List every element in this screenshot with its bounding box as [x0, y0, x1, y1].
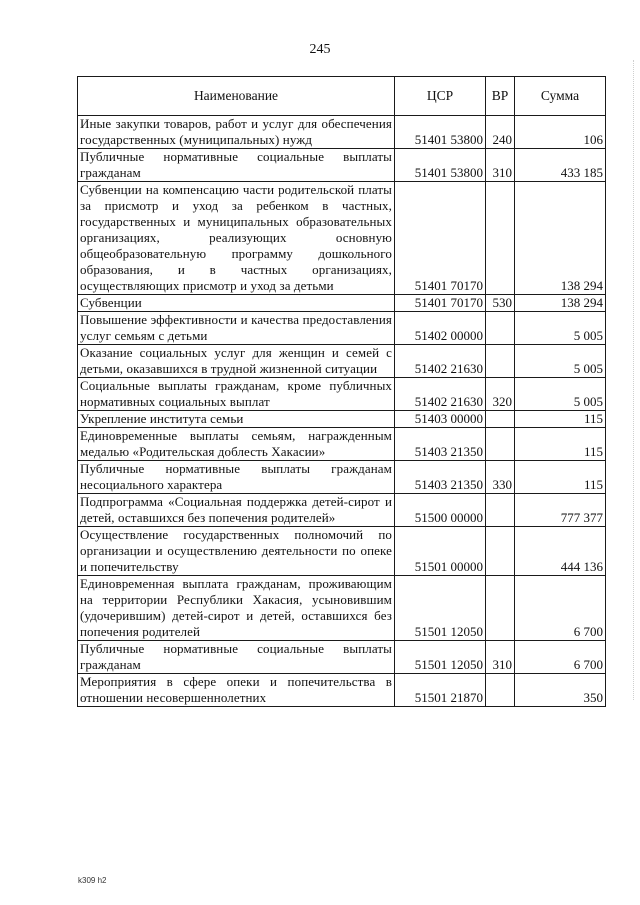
row-name: Иные закупки товаров, работ и услуг для обеспечения государственных (муниципальных) нужд: [78, 116, 395, 149]
table-row: [78, 312, 606, 345]
row-name: Укрепление института семьи: [78, 411, 395, 428]
row-name: Мероприятия в сфере опеки и попечительства в отношении несовершеннолетних: [78, 674, 395, 707]
row-sum: 138 294: [515, 182, 606, 295]
row-sum: 115: [515, 428, 606, 461]
table-row: [78, 527, 606, 576]
table-row: [78, 149, 606, 182]
row-vr: [486, 312, 515, 345]
row-name: Субвенции: [78, 295, 395, 312]
row-csr: 51500 00000: [395, 494, 486, 527]
row-csr: 51401 70170: [395, 295, 486, 312]
row-name: Оказание социальных услуг для женщин и семей с детьми, оказавшихся в трудной жизненной ситуации: [78, 345, 395, 378]
row-vr: [486, 674, 515, 707]
row-name: Публичные нормативные социальные выплаты гражданам: [78, 641, 395, 674]
row-name: Публичные нормативные социальные выплаты гражданам: [78, 149, 395, 182]
row-vr: [486, 576, 515, 641]
table-row: [78, 182, 606, 295]
table-row: [78, 345, 606, 378]
row-name: Подпрограмма «Социальная поддержка детей-сирот и детей, оставшихся без попечения родителей»: [78, 494, 395, 527]
row-sum: 115: [515, 411, 606, 428]
table-row: [78, 641, 606, 674]
row-name: Единовременная выплата гражданам, проживающим на территории Республики Хакасия, усыновившим (удочерившим) детей-сирот и детей, оставшихся без попечения родителей: [78, 576, 395, 641]
page-number: 245: [309, 42, 331, 57]
row-csr: 51402 00000: [395, 312, 486, 345]
row-sum: 444 136: [515, 527, 606, 576]
row-csr: 51403 21350: [395, 428, 486, 461]
row-sum: 5 005: [515, 378, 606, 411]
table-row: [78, 411, 606, 428]
table-row: [78, 116, 606, 149]
row-sum: 106: [515, 116, 606, 149]
row-vr: 310: [486, 149, 515, 182]
row-csr: 51401 70170: [395, 182, 486, 295]
row-csr: 51501 12050: [395, 576, 486, 641]
row-sum: 115: [515, 461, 606, 494]
row-csr: 51501 12050: [395, 641, 486, 674]
header-sum: Сумма: [515, 77, 606, 116]
row-vr: [486, 345, 515, 378]
row-vr: [486, 527, 515, 576]
row-csr: 51403 00000: [395, 411, 486, 428]
row-name: Субвенции на компенсацию части родительской платы за присмотр и уход за ребенком в частных, государственных и муниципальных образовательных организациях, реализующих основную общеобразовательную программу дошкольного образования, и в частных организациях, осуществляющих присмотр и уход за детьми: [78, 182, 395, 295]
row-csr: 51401 53800: [395, 149, 486, 182]
row-vr: [486, 494, 515, 527]
row-vr: 330: [486, 461, 515, 494]
row-sum: 5 005: [515, 312, 606, 345]
row-vr: [486, 182, 515, 295]
scan-margin-marks: [627, 60, 634, 700]
row-vr: 320: [486, 378, 515, 411]
table-body: [78, 116, 606, 707]
row-vr: [486, 411, 515, 428]
row-name: Осуществление государственных полномочий по организации и осуществлению деятельности по опеке и попечительству: [78, 527, 395, 576]
row-sum: 5 005: [515, 345, 606, 378]
table-row: [78, 378, 606, 411]
header-csr: ЦСР: [395, 77, 486, 116]
table-row: [78, 461, 606, 494]
row-csr: 51401 53800: [395, 116, 486, 149]
row-sum: 777 377: [515, 494, 606, 527]
table-row: [78, 674, 606, 707]
table-row: [78, 295, 606, 312]
row-sum: 350: [515, 674, 606, 707]
row-csr: 51402 21630: [395, 378, 486, 411]
row-csr: 51501 21870: [395, 674, 486, 707]
table-row: [78, 494, 606, 527]
header-name: Наименование: [78, 77, 395, 116]
row-vr: 240: [486, 116, 515, 149]
row-name: Единовременные выплаты семьям, награжденным медалью «Родительская доблесть Хакасии»: [78, 428, 395, 461]
header-vr: ВР: [486, 77, 515, 116]
row-name: Повышение эффективности и качества предоставления услуг семьям с детьми: [78, 312, 395, 345]
budget-table: [77, 76, 606, 707]
row-name: Социальные выплаты гражданам, кроме публичных нормативных социальных выплат: [78, 378, 395, 411]
table-row: [78, 428, 606, 461]
row-csr: 51402 21630: [395, 345, 486, 378]
row-csr: 51501 00000: [395, 527, 486, 576]
row-sum: 6 700: [515, 576, 606, 641]
row-vr: [486, 428, 515, 461]
footer-code: k309 h2: [78, 876, 107, 885]
row-vr: 530: [486, 295, 515, 312]
row-name: Публичные нормативные выплаты гражданам несоциального характера: [78, 461, 395, 494]
row-sum: 6 700: [515, 641, 606, 674]
row-sum: 433 185: [515, 149, 606, 182]
table-row: [78, 576, 606, 641]
row-sum: 138 294: [515, 295, 606, 312]
row-csr: 51403 21350: [395, 461, 486, 494]
table-header-row: [78, 77, 606, 116]
row-vr: 310: [486, 641, 515, 674]
